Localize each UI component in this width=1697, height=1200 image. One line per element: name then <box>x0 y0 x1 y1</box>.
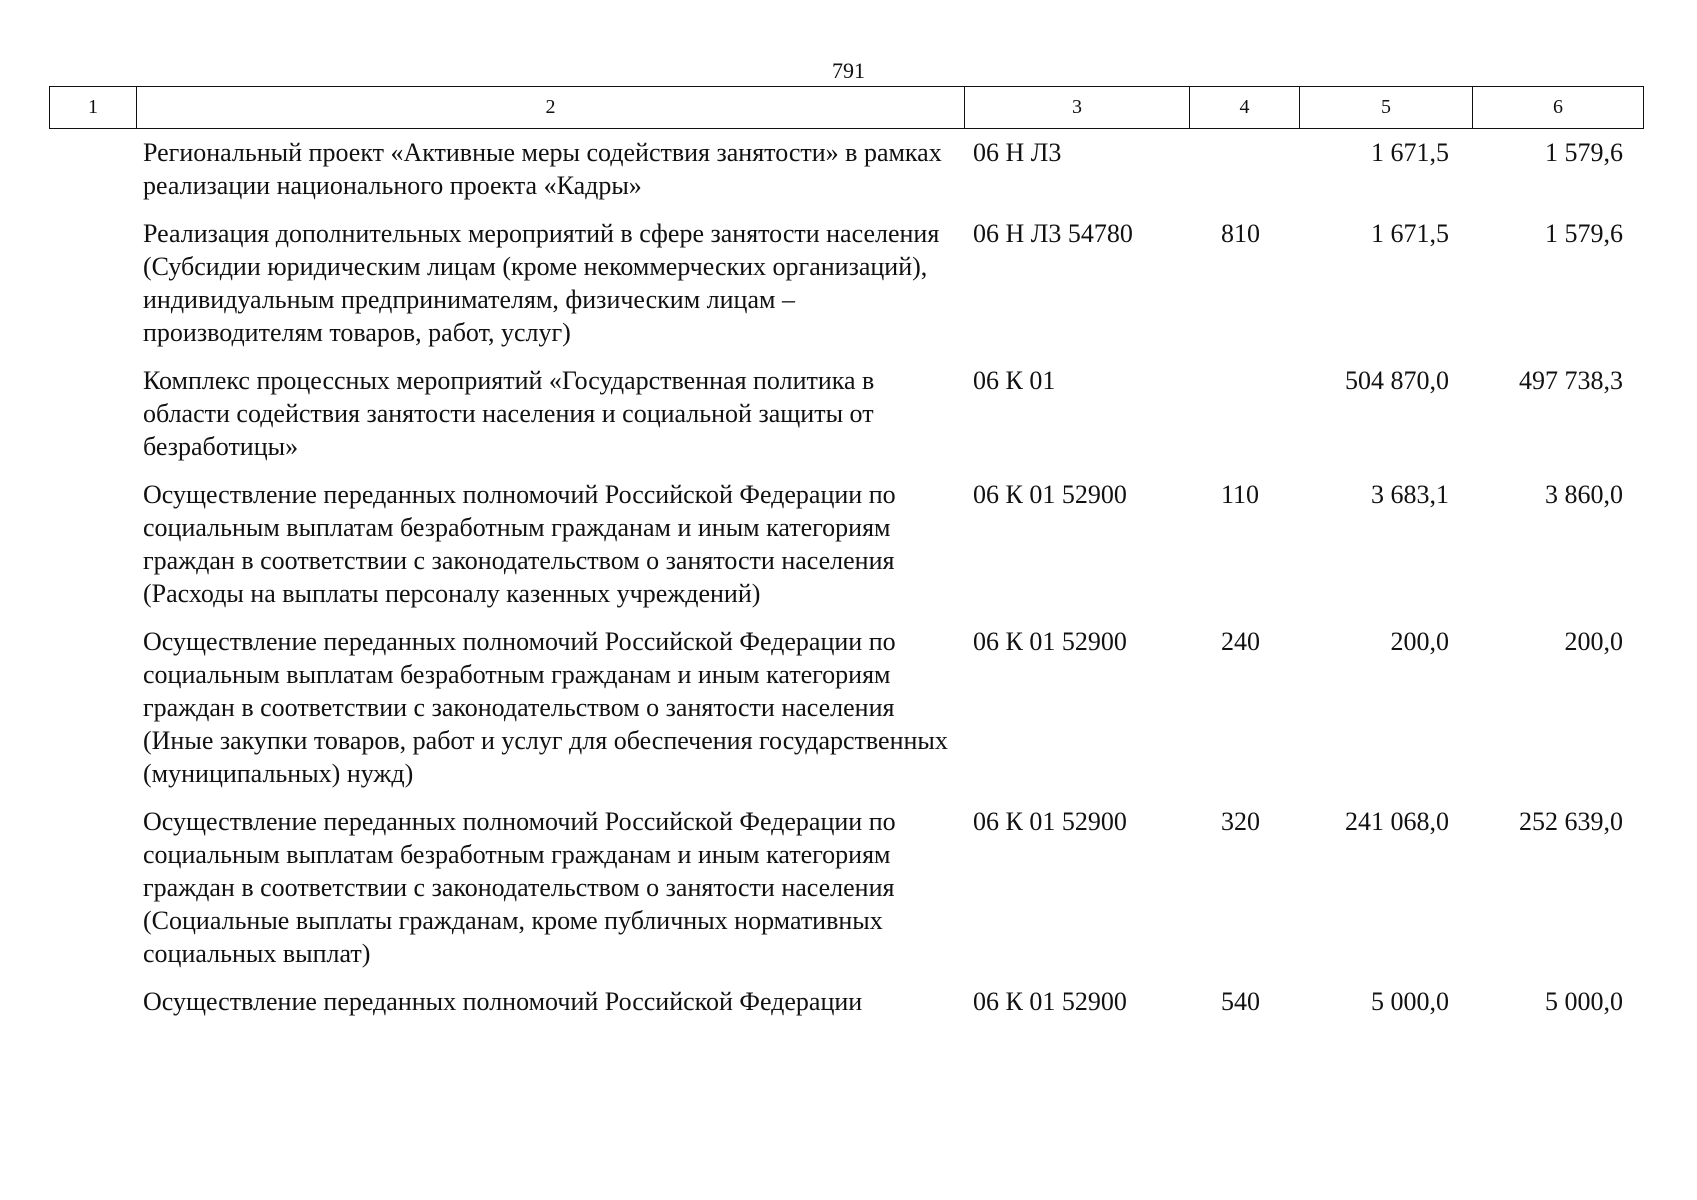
row-amount-col6: 1 579,6 <box>1545 138 1623 167</box>
row-amount-col5: 1 671,5 <box>1371 138 1449 167</box>
row-expense-type: 320 <box>1221 807 1260 836</box>
table-row <box>49 478 1643 610</box>
row-code: 06 Н Л3 <box>973 138 1062 167</box>
row-code: 06 К 01 <box>973 366 1056 395</box>
column-header-4: 4 <box>1190 87 1300 129</box>
column-header-6: 6 <box>1473 87 1644 129</box>
row-amount-col5: 5 000,0 <box>1371 987 1449 1016</box>
row-code: 06 К 01 52900 <box>973 807 1127 836</box>
row-description: Осуществление переданных полномочий Российской Федерации по социальным выплатам безработным гражданам и иным категориям граждан в соответствии с законодательством о занятости населения (Иные закупки товаров, работ и услуг для обеспечения государственных (муниципальных) нужд) <box>143 627 948 788</box>
table-row <box>49 136 1643 202</box>
row-expense-type: 810 <box>1221 219 1260 248</box>
row-expense-type: 540 <box>1221 987 1260 1016</box>
row-code: 06 Н Л3 54780 <box>973 219 1133 248</box>
row-amount-col6: 497 738,3 <box>1519 366 1623 395</box>
row-amount-col6: 1 579,6 <box>1545 219 1623 248</box>
table-row <box>49 364 1643 463</box>
row-amount-col5: 241 068,0 <box>1345 807 1449 836</box>
column-header-3: 3 <box>965 87 1190 129</box>
table-row <box>49 217 1643 349</box>
column-header-1: 1 <box>50 87 137 129</box>
row-amount-col6: 252 639,0 <box>1519 807 1623 836</box>
row-code: 06 К 01 52900 <box>973 627 1127 656</box>
table-row <box>49 625 1643 790</box>
row-amount-col5: 200,0 <box>1390 627 1449 656</box>
row-amount-col5: 1 671,5 <box>1371 219 1449 248</box>
row-expense-type: 240 <box>1221 627 1260 656</box>
column-header-table <box>49 86 1644 129</box>
row-description: Комплекс процессных мероприятий «Государственная политика в области содействия занятости населения и социальной защиты от безработицы» <box>143 366 875 461</box>
column-header-row <box>50 87 1644 129</box>
row-amount-col6: 3 860,0 <box>1545 480 1623 509</box>
column-header-2: 2 <box>137 87 965 129</box>
row-amount-col6: 200,0 <box>1564 627 1623 656</box>
budget-rows <box>49 136 1643 1018</box>
table-row <box>49 985 1643 1018</box>
page-number: 791 <box>832 58 865 83</box>
row-code: 06 К 01 52900 <box>973 480 1127 509</box>
row-code: 06 К 01 52900 <box>973 987 1127 1016</box>
column-header-5: 5 <box>1300 87 1473 129</box>
row-amount-col5: 504 870,0 <box>1345 366 1449 395</box>
row-description: Осуществление переданных полномочий Российской Федерации по социальным выплатам безработным гражданам и иным категориям граждан в соответствии с законодательством о занятости населения (Расходы на выплаты персоналу казенных учреждений) <box>143 480 896 608</box>
row-expense-type: 110 <box>1221 480 1260 509</box>
row-description: Реализация дополнительных мероприятий в сфере занятости населения (Субсидии юридическим лицам (кроме некоммерческих организаций), индивидуальным предпринимателям, физическим лицам – производителям товаров, работ, услуг) <box>143 219 940 347</box>
row-description: Осуществление переданных полномочий Российской Федерации по социальным выплатам безработным гражданам и иным категориям граждан в соответствии с законодательством о занятости населения (Социальные выплаты гражданам, кроме публичных нормативных социальных выплат) <box>143 807 896 968</box>
row-description: Региональный проект «Активные меры содействия занятости» в рамках реализации национального проекта «Кадры» <box>143 138 942 200</box>
table-row <box>49 805 1643 970</box>
row-description: Осуществление переданных полномочий Российской Федерации <box>143 987 863 1016</box>
row-amount-col6: 5 000,0 <box>1545 987 1623 1016</box>
row-amount-col5: 3 683,1 <box>1371 480 1449 509</box>
